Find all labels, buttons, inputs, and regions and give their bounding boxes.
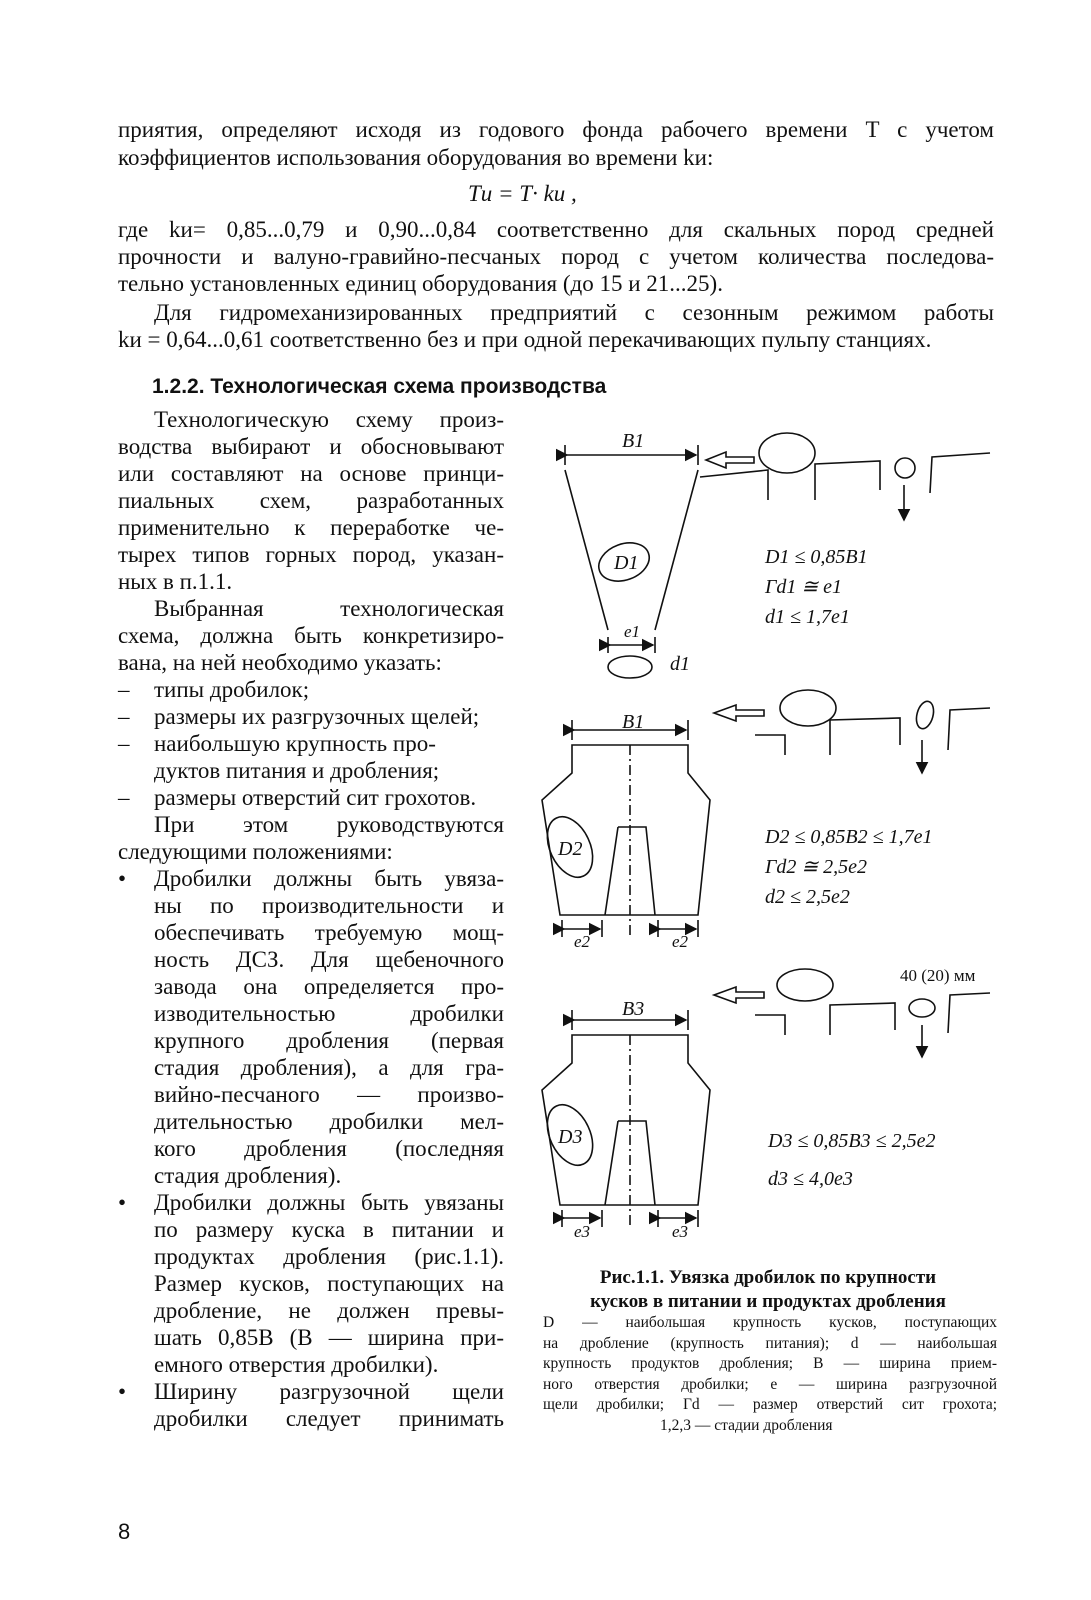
stage1-formula-3: d1 ≤ 1,7e1: [765, 606, 850, 628]
stage2-e-right-label: e2: [672, 932, 689, 951]
stage2-diagram: [538, 690, 990, 951]
left-column-line: Дробилки должны быть увязаны: [154, 1190, 504, 1215]
left-column-line: стадия дробления).: [154, 1163, 342, 1188]
crusher-figure: [530, 415, 1010, 1255]
section-heading: 1.2.2. Технологическая схема производства: [152, 375, 607, 398]
left-column-line: дительностью дробилки мел-: [154, 1109, 504, 1134]
figure-caption-line: D — наибольшая крупность кусков, поступающих: [543, 1314, 997, 1331]
left-column-line: Дробилки должны быть увяза-: [154, 866, 504, 891]
where-para-line-2: прочности и валуно-гравийно-песчаных пород с учетом количества последова-: [118, 244, 994, 269]
where-para-line-3: тельно установленных единиц оборудования (до 15 и 21...25).: [118, 271, 723, 296]
stage2-b-label: B1: [622, 711, 645, 733]
stage1-formula-1: D1 ≤ 0,85B1: [765, 546, 868, 568]
stage1-product-label: d1: [670, 653, 690, 675]
stage1-d-label: D1: [614, 552, 639, 574]
stage3-formula-1: D3 ≤ 0,85B3 ≤ 2,5e2: [768, 1130, 936, 1152]
top-para-line-1: приятия, определяют исходя из годового фонда рабочего времени T с учетом: [118, 117, 994, 142]
left-column-line: пиальных схем, разработанных: [118, 488, 504, 513]
stage3-mm-label: 40 (20) мм: [900, 966, 976, 985]
list-bullet-marker: •: [118, 866, 127, 891]
stage3-d-label: D3: [558, 1126, 583, 1148]
stage3-e-left-label: e3: [574, 1222, 591, 1241]
left-column-line: по размеру куска в питании и: [154, 1217, 504, 1242]
left-column-line: Технологическую схему произ-: [154, 407, 504, 432]
list-bullet-marker: •: [118, 1379, 127, 1404]
left-column-line: завода она определяется про-: [154, 974, 504, 999]
top-para-line-2: коэффициентов использования оборудования во времени kи:: [118, 145, 714, 170]
left-column-line: вана, на ней необходимо указать:: [118, 650, 442, 675]
stage2-e-left-label: e2: [574, 932, 591, 951]
left-column-line: шать 0,85B (B — ширина при-: [154, 1325, 504, 1350]
page-number: 8: [118, 1519, 131, 1544]
stage1-e-label: e1: [624, 622, 641, 641]
left-column-line: дробилки следует принимать: [154, 1406, 504, 1431]
stage3-e-right-label: e3: [672, 1222, 689, 1241]
left-column-line: дуктов питания и дробления;: [154, 758, 440, 783]
stage2-formula-3: d2 ≤ 2,5e2: [765, 886, 850, 908]
left-column-line: При этом руководствуются: [154, 812, 504, 837]
left-column-line: обеспечивать требуемую мощ-: [154, 920, 504, 945]
stage1-feed-arrow: [706, 452, 754, 468]
stage3-formula-2: d3 ≤ 4,0e3: [768, 1168, 853, 1190]
left-column-line: размеры их разгрузочных щелей;: [154, 704, 480, 729]
list-dash-marker: –: [118, 731, 130, 756]
figure-caption-title-2: кусков в питании и продуктах дробления: [590, 1291, 946, 1312]
list-bullet-marker: •: [118, 1190, 127, 1215]
stage1-screen-lump: [895, 458, 915, 478]
stage2-formula-1: D2 ≤ 0,85B2 ≤ 1,7e1: [765, 826, 933, 848]
stage2-d-label: D2: [558, 838, 583, 860]
left-column-line: изводительностью дробилки: [154, 1001, 504, 1026]
where-para-line-1: где kи= 0,85...0,79 и 0,90...0,84 соответственно для скальных пород средней: [118, 217, 994, 242]
left-column-line: вийно-песчаного — произво-: [154, 1082, 504, 1107]
stage3-screen-lump: [909, 999, 935, 1017]
formula-ti: Tи = T· kи ,: [468, 181, 577, 206]
stage3-feed-arrow: [714, 987, 764, 1003]
left-column-line: продуктах дробления (рис.1.1).: [154, 1244, 504, 1269]
left-column-line: емного отверстия дробилки).: [154, 1352, 439, 1377]
figure-caption-line: щели дробилки; Гd — размер отверстий сит грохота;: [543, 1396, 997, 1413]
stage1-product-lump: [608, 656, 652, 678]
left-column-line: типы дробилок;: [154, 677, 310, 702]
left-column-line: крупного дробления (первая: [154, 1028, 504, 1053]
stage1-formula-2: Гd1 ≅ e1: [765, 576, 843, 598]
left-column-line: тырех типов горных пород, указан-: [118, 542, 504, 567]
left-column-line: ны по производительности и: [154, 893, 504, 918]
stage2-screen-lump: [914, 699, 937, 730]
stage1-b-label: B1: [622, 430, 645, 452]
left-column-line: дробление, не должен превы-: [154, 1298, 504, 1323]
left-column-line: следующими положениями:: [118, 839, 393, 864]
stage3-feed-lump: [777, 969, 833, 1001]
left-column-line: или составляют на основе принци-: [118, 461, 504, 486]
list-dash-marker: –: [118, 704, 130, 729]
left-column-line: схема, должна быть конкретизиро-: [118, 623, 504, 648]
stage2-formula-2: Гd2 ≅ 2,5e2: [765, 856, 868, 878]
left-column-line: ных в п.1.1.: [118, 569, 233, 594]
figure-caption-line: крупность продуктов дробления; B — ширина прием-: [543, 1355, 997, 1372]
hydro-para-line-2: kи = 0,64...0,61 соответственно без и при одной перекачивающих пульпу станциях.: [118, 327, 932, 352]
left-column-line: кого дробления (последняя: [154, 1136, 504, 1161]
left-column-line: наибольшую крупность про-: [154, 731, 436, 756]
left-column-line: размеры отверстий сит грохотов.: [154, 785, 477, 810]
left-column-line: Ширину разгрузочной щели: [154, 1379, 504, 1404]
stage2-feed-lump: [780, 690, 836, 726]
stage1-feed-lump: [759, 433, 815, 473]
list-dash-marker: –: [118, 785, 130, 810]
figure-caption-line: на дробление (крупность питания); d — наибольшая: [543, 1334, 997, 1352]
left-column-line: применительно к переработке че-: [118, 515, 504, 540]
left-column-line: стадия дробления), а для гра-: [154, 1055, 504, 1080]
left-column-line: Размер кусков, поступающих на: [154, 1271, 504, 1296]
left-column-line: водства выбирают и обосновывают: [118, 434, 504, 459]
figure-caption-title-1: Рис.1.1. Увязка дробилок по крупности: [599, 1267, 937, 1288]
list-dash-marker: –: [118, 677, 130, 702]
stage3-diagram: [538, 969, 990, 1241]
hydro-para-line-1: Для гидромеханизированных предприятий с сезонным режимом работы: [154, 300, 994, 325]
left-column-line: ность ДСЗ. Для щебеночного: [154, 947, 504, 972]
figure-caption-line: ного отверстия дробилки; e — ширина разгрузочной: [543, 1375, 997, 1393]
left-column-line: Выбранная технологическая: [154, 596, 504, 621]
stage3-b-label: B3: [622, 998, 645, 1020]
stage2-feed-arrow: [714, 705, 764, 721]
figure-caption-line: 1,2,3 — стадии дробления: [660, 1416, 833, 1434]
